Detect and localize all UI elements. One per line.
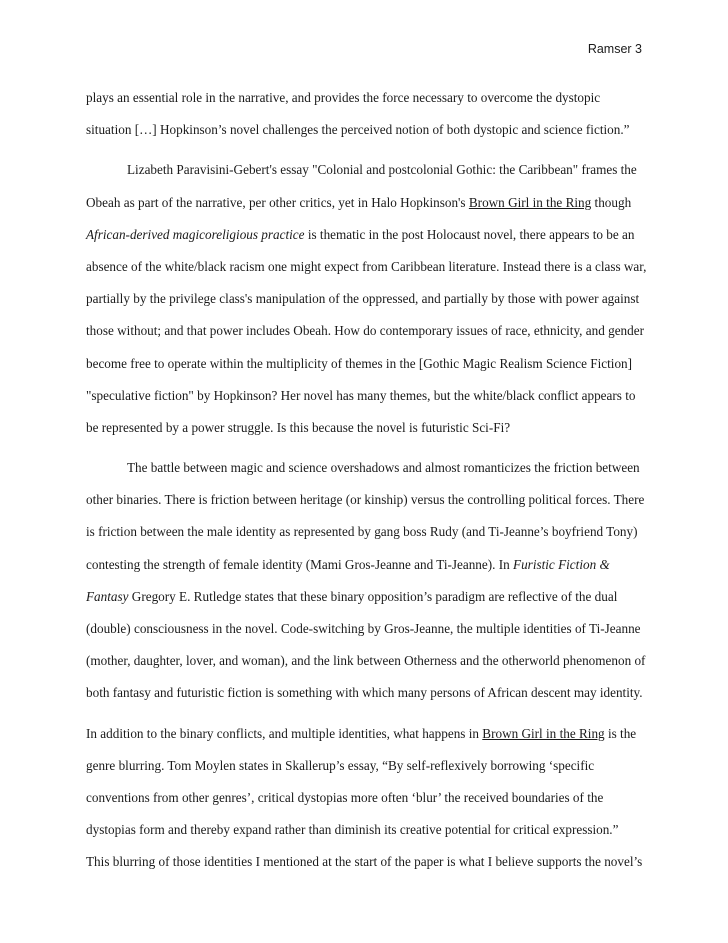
text-line (86, 846, 651, 878)
text-line (86, 283, 651, 315)
text-line (86, 315, 651, 347)
text-line (86, 380, 651, 412)
text-run: genre blurring. Tom Moylen states in Skallerup’s essay, “By self-reflexively borrowing ‘specific (86, 757, 595, 773)
text-line (86, 114, 651, 146)
text-line (86, 549, 651, 581)
text-run: partially by the privilege class's manipulation of the oppressed, and partially by those with power against (86, 291, 640, 307)
text-run: situation […] Hopkinson’s novel challenges the perceived notion of both dystopic and science fiction.” (86, 122, 630, 138)
italic-text: African-derived magicoreligious practice (86, 226, 305, 242)
text-line (86, 452, 651, 484)
paragraph-obeah (86, 154, 651, 444)
body-text (86, 82, 651, 879)
text-line (86, 516, 651, 548)
text-run: Obeah as part of the narrative, per other critics, yet in Halo Hopkinson's (86, 194, 469, 210)
text-run: both fantasy and futuristic fiction is something with which many persons of African descent may identity. (86, 685, 643, 701)
paragraph-continued (86, 82, 651, 146)
italic-text: Furistic Fiction & (513, 556, 610, 572)
text-run: though (591, 194, 632, 210)
text-run: other binaries. There is friction between heritage (or kinship) versus the controlling political forces. There (86, 492, 645, 508)
title-link: Brown Girl in the Ring (482, 725, 605, 741)
running-head: Ramser 3 (587, 42, 642, 56)
text-run: dystopias form and thereby expand rather than diminish its creative potential for critical expression.” (86, 822, 619, 838)
text-line (86, 251, 651, 283)
text-run: is friction between the male identity as represented by gang boss Rudy (and Ti-Jeanne’s boyfriend Tony) (86, 524, 638, 540)
paragraph-gap (86, 710, 651, 718)
text-run: is the (604, 725, 637, 741)
text-line (86, 581, 651, 613)
text-line (86, 348, 651, 380)
text-run: Lizabeth Paravisini-Gebert's essay "Colonial and postcolonial Gothic: the Caribbean" frames the (127, 162, 637, 178)
text-run: those without; and that power includes Obeah. How do contemporary issues of race, ethnicity, and gender (86, 323, 644, 339)
text-line (86, 484, 651, 516)
text-line (86, 718, 651, 750)
text-run: This blurring of those identities I mentioned at the start of the paper is what I believe supports the novel’s (86, 854, 643, 870)
text-line (86, 154, 651, 186)
text-run: be represented by a power struggle. Is this because the novel is futuristic Sci-Fi? (86, 419, 511, 435)
text-run: contesting the strength of female identity (Mami Gros-Jeanne and Ti-Jeanne). In (86, 556, 514, 572)
text-run: (double) consciousness in the novel. Code-switching by Gros-Jeanne, the multiple identities of Ti-Jeanne (86, 621, 641, 636)
paragraph-gap (86, 444, 651, 452)
text-run: absence of the white/black racism one might expect from Caribbean literature. Instead there is a class war, (86, 258, 647, 274)
text-run: In addition to the binary conflicts, and multiple identities, what happens in (86, 725, 483, 741)
italic-text: Fantasy (86, 588, 129, 604)
text-line (86, 187, 651, 219)
text-run: The battle between magic and science overshadows and almost romanticizes the friction between (127, 460, 640, 476)
paragraph-gap (86, 146, 651, 154)
text-run: is thematic in the post Holocaust novel, there appears to be an (304, 226, 635, 242)
text-run: plays an essential role in the narrative, and provides the force necessary to overcome the dystopic (86, 90, 601, 105)
text-line (86, 613, 651, 645)
text-run: become free to operate within the multiplicity of themes in the [Gothic Magic Realism Science Fiction] (86, 355, 633, 371)
text-run: Gregory E. Rutledge states that these binary opposition’s paradigm are reflective of the dual (128, 588, 618, 604)
text-line (86, 645, 651, 677)
text-line (86, 750, 651, 782)
text-run: "speculative fiction" by Hopkinson? Her novel has many themes, but the white/black conflict appears to (86, 387, 636, 403)
title-link: Brown Girl in the Ring (468, 194, 592, 210)
paragraph-binaries (86, 452, 651, 710)
text-run: conventions from other genres’, critical dystopias more often ‘blur’ the received boundaries of the (86, 789, 604, 805)
text-line (86, 677, 651, 709)
text-line (86, 814, 651, 846)
text-line (86, 219, 651, 251)
text-run: (mother, daughter, lover, and woman), and the link between Otherness and the otherworld phenomenon of (86, 653, 646, 669)
text-line (86, 782, 651, 814)
paragraph-genre-blurring (86, 718, 651, 879)
text-line (86, 82, 651, 114)
text-line (86, 412, 651, 444)
